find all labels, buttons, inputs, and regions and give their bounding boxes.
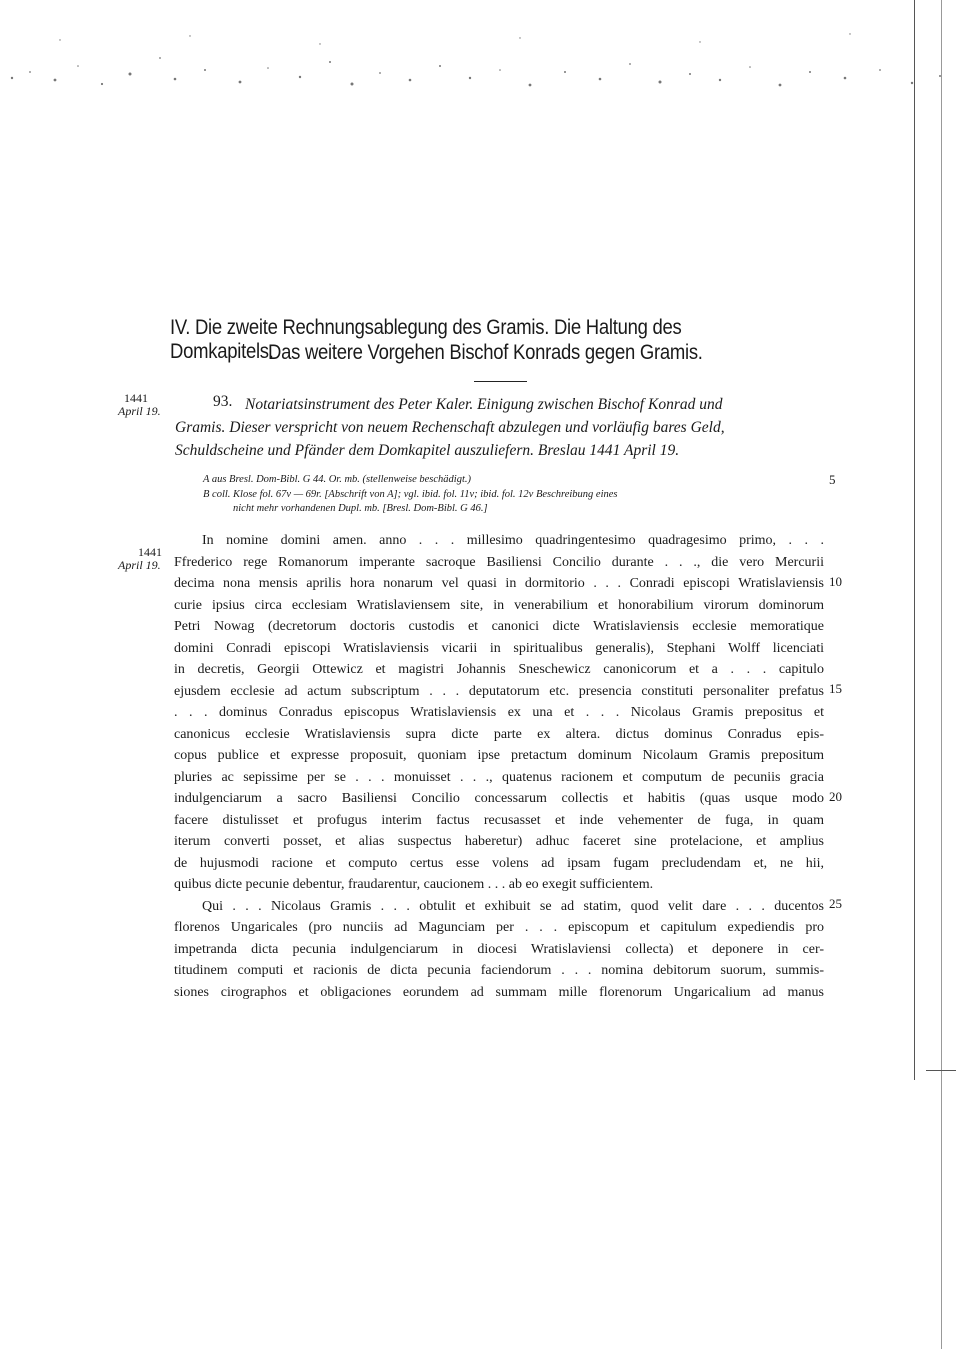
body-line: domini Conradi episcopi Wratislaviensis vicarii in spiritualibus generalis), Stephani Wolff licenciati — [174, 640, 824, 656]
scan-edge-line — [914, 0, 915, 1080]
margin-month: April 19. — [118, 558, 161, 572]
line-number: 25 — [829, 896, 842, 911]
body-line: decima nona mensis aprilis hora nonarum vel quasi in dormitorio . . . Conradi episcopi Wratislaviensis — [174, 576, 824, 591]
body-line: de hujusmodi racione et computo certus esse volens ad ipsam fugam precludendam et, ne hii, — [174, 855, 824, 871]
document-number: 93. — [213, 393, 233, 410]
section-heading-line-1: IV. Die zweite Rechnungsablegung des Gramis. Die Haltung des Domkapitels. — [170, 316, 682, 363]
document-regest — [175, 393, 827, 462]
source-apparatus — [203, 473, 823, 517]
body-line: quibus dicte pecunie debentur, fraudarentur, caucionem . . . ab eo exegit sufficientem. — [174, 877, 654, 892]
margin-year: 1441 — [138, 545, 162, 559]
margin-year: 1441 — [124, 391, 148, 405]
body-line: titudinem computi et racionis de dicta pecunia faciendorum . . . nomina debitorum suorum, summis- — [174, 963, 824, 978]
margin-date-note — [118, 392, 161, 418]
document-regest-line: Schuldscheine und Pfänder dem Domkapitel auszuliefern. Breslau 1441 April 19. — [175, 442, 680, 459]
line-number: 5 — [829, 472, 836, 487]
scan-noise-decoration — [0, 0, 960, 120]
document-regest-line: Gramis. Dieser verspricht von neuem Rechenschaft abzulegen und vorläufig bares Geld, — [175, 419, 725, 436]
heading-separator-rule — [474, 381, 527, 382]
body-line: ejusdem ecclesie ad actum subscriptum . . . deputatorum etc. presencia constituti personaliter prefatus — [174, 683, 824, 699]
body-line: Ffrederico rege Romanorum imperante sacroque Basiliensi Concilio durante . . ., die vero Mercurii — [174, 554, 824, 570]
body-line: florenos Ungaricales (pro nunciis ad Magunciam per . . . episcopum et capitulum expediendis pro — [174, 920, 824, 935]
body-line: in decretis, Georgii Ottewicz et magistri Johannis Sneschewicz canonicorum et a . . . capitulo — [174, 662, 824, 677]
body-line: siones cirographos et obligaciones eorundem ad summam mille florenorum Ungaricalium ad manus — [174, 984, 824, 1000]
body-line: . . . dominus Conradus episcopus Wratislaviensis ex una et . . . Nicolaus Gramis prepositus et — [174, 705, 824, 720]
body-line: Qui . . . Nicolaus Gramis . . . obtulit et exhibuit se ad statim, quod velit dare . . . ducentos — [202, 898, 824, 914]
section-heading-line-2: Das weitere Vorgehen Bischof Konrads gegen Gramis. — [268, 341, 703, 364]
scan-edge-line — [926, 1070, 956, 1077]
margin-date-note — [118, 546, 162, 572]
document-regest-line: Notariatsinstrument des Peter Kaler. Einigung zwischen Bischof Konrad und — [245, 396, 723, 413]
line-number: 10 — [829, 574, 842, 589]
document-body — [174, 530, 824, 1003]
line-number: 20 — [829, 789, 842, 804]
body-line: indulgenciarum a sacro Basiliensi Concilio concessarum collectis et habitis (quas usque modo — [174, 791, 824, 806]
body-line: canonicus ecclesie Wratislaviensis supra dicte parte ex altera. dictus dominus Conradus epis- — [174, 726, 824, 742]
apparatus-line: A aus Bresl. Dom-Bibl. G 44. Or. mb. (stellenweise beschädigt.) — [203, 474, 472, 485]
body-line: iterum converti posset, et alias suspectus haberetur) adhuc faceret sine protelacione, et amplius — [174, 834, 824, 849]
apparatus-line: B coll. Klose fol. 67v — 69r. [Abschrift von A]; vgl. ibid. fol. 11v; ibid. fol. 12v Beschreibung eines — [203, 488, 618, 500]
body-line: facere distulisset et profugus interim factus recusasset et inde vehementer de fuga, in quam — [174, 812, 824, 828]
body-line: copus publice et expresse proposuit, quoniam ipse pretactum dominum Nicolaum Gramis prepositum — [174, 748, 824, 763]
body-line: Petri Nowag (decretorum doctoris custodis et canonici dicte Wratislaviensis ecclesie memoratique — [174, 619, 824, 634]
body-line: curie ipsius circa ecclesiam Wratislaviensem site, in venerabilium et honorabilium virorum dominorum — [174, 597, 824, 613]
apparatus-line: nicht mehr vorhandenen Dupl. mb. [Bresl. Dom-Bibl. G 46.] — [233, 503, 488, 514]
body-line: impetranda dicta pecunia indulgenciarum in diocesi Wratislaviensi collecta) et deponere in cer- — [174, 941, 824, 957]
body-line: In nomine domini amen. anno . . . millesimo quadringentesimo quadragesimo primo, . . . — [202, 533, 824, 548]
scan-edge-line — [941, 0, 942, 1349]
body-line: pluries ac sepissime per se . . . monuisset . . ., quatenus racionem et computum de pecuniis gracia — [174, 769, 824, 785]
margin-month: April 19. — [118, 404, 161, 418]
line-number: 15 — [829, 681, 842, 696]
